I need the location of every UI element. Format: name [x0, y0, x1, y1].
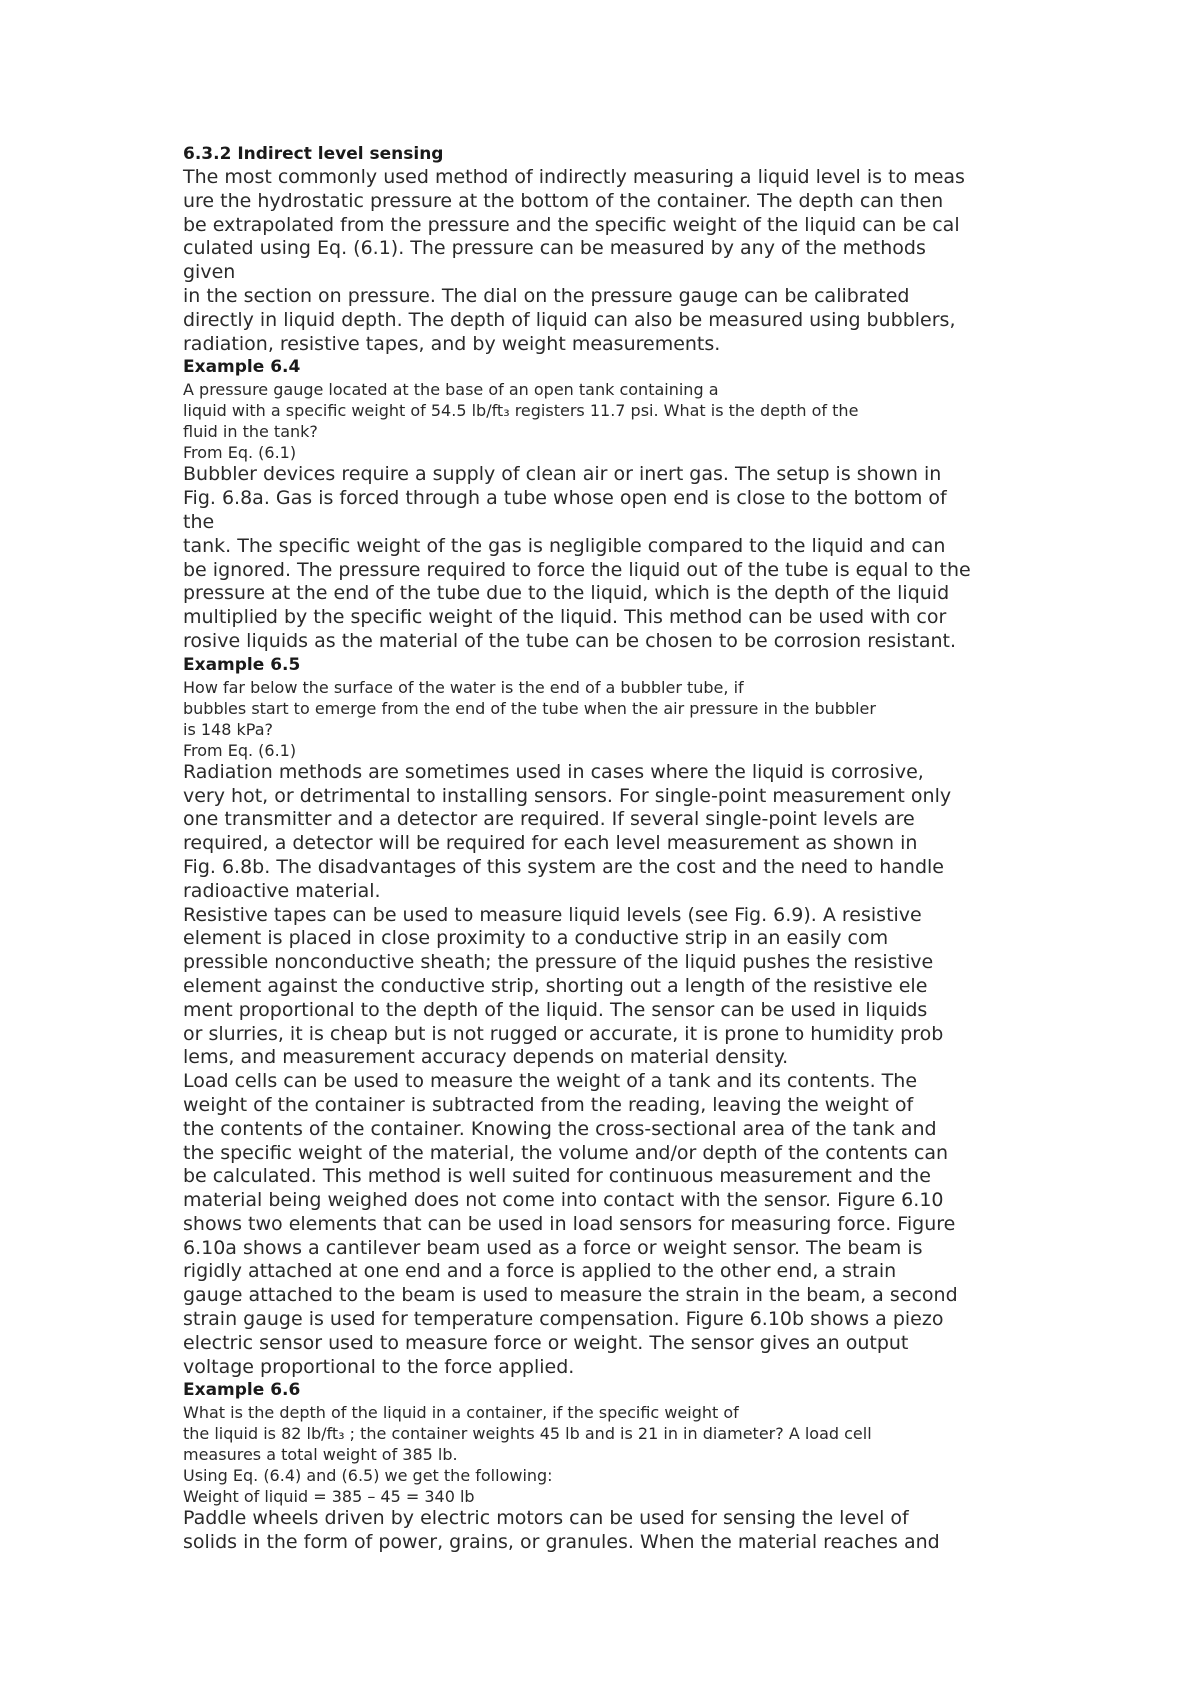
- text-line: 6.3.2 Indirect level sensing: [183, 144, 444, 164]
- text-line: Example 6.5: [183, 654, 301, 675]
- section-heading: [183, 143, 1043, 166]
- text-line: culated using Eq. (6.1). The pressure can be measured by any of the methods: [183, 237, 926, 260]
- text-line: Load cells can be used to measure the weight of a tank and its contents. The: [183, 1070, 918, 1093]
- text-line: pressible nonconductive sheath; the pressure of the liquid pushes the resistive: [183, 951, 934, 974]
- text-line: the liquid is 82 lb/ft₃ ; the container weights 45 lb and is 21 in in diameter? A load cell: [183, 1424, 872, 1444]
- text-line: From Eq. (6.1): [183, 443, 297, 463]
- text-line: be extrapolated from the pressure and the specific weight of the liquid can be cal: [183, 213, 960, 236]
- text-line: A pressure gauge located at the base of an open tank containing a: [183, 380, 719, 400]
- text-line: bubbles start to emerge from the end of the tube when the air pressure in the bubbler: [183, 698, 876, 718]
- text-line: How far below the surface of the water is the end of a bubbler tube, if: [183, 677, 744, 697]
- text-line: ment proportional to the depth of the liquid. The sensor can be used in liquids: [183, 998, 928, 1021]
- text-line: rigidly attached at one end and a force is applied to the other end, a strain: [183, 1260, 897, 1283]
- text-line: element against the conductive strip, shorting out a length of the resistive ele: [183, 974, 928, 997]
- body-paragraph: [183, 761, 1043, 1380]
- text-line: Example 6.4: [183, 357, 301, 378]
- text-line: very hot, or detrimental to installing sensors. For single-point measurement only: [183, 784, 952, 807]
- text-line: directly in liquid depth. The depth of liquid can also be measured using bubblers,: [183, 308, 956, 331]
- text-line: the specific weight of the material, the volume and/or depth of the contents can: [183, 1141, 949, 1164]
- section-heading: [183, 356, 1043, 379]
- section-heading: [183, 654, 1043, 677]
- text-line: 6.10a shows a cantilever beam used as a force or weight sensor. The beam is: [183, 1236, 923, 1259]
- text-line: Fig. 6.8a. Gas is forced through a tube whose open end is close to the bottom of: [183, 487, 947, 510]
- text-line: Weight of liquid = 385 – 45 = 340 lb: [183, 1487, 475, 1507]
- text-line: solids in the form of power, grains, or granules. When the material reaches and: [183, 1531, 940, 1554]
- text-line: one transmitter and a detector are required. If several single-point levels are: [183, 808, 915, 831]
- text-line: What is the depth of the liquid in a container, if the specific weight of: [183, 1403, 739, 1423]
- body-paragraph: [183, 463, 1043, 653]
- text-line: be ignored. The pressure required to force the liquid out of the tube is equal to the: [183, 558, 971, 581]
- text-line: be calculated. This method is well suited for continuous measurement and the: [183, 1165, 931, 1188]
- text-line: fluid in the tank?: [183, 422, 318, 442]
- text-line: in the section on pressure. The dial on the pressure gauge can be calibrated: [183, 284, 910, 307]
- text-line: voltage proportional to the force applied.: [183, 1355, 575, 1378]
- section-heading: [183, 1379, 1043, 1402]
- text-line: the: [183, 510, 215, 533]
- text-line: or slurries, it is cheap but is not rugged or accurate, it is prone to humidity prob: [183, 1022, 944, 1045]
- text-line: measures a total weight of 385 lb.: [183, 1445, 458, 1465]
- text-line: pressure at the end of the tube due to the liquid, which is the depth of the liquid: [183, 582, 950, 605]
- text-line: required, a detector will be required for each level measurement as shown in: [183, 832, 918, 855]
- text-line: rosive liquids as the material of the tube can be chosen to be corrosion resistant.: [183, 629, 956, 652]
- example-text: [183, 379, 1043, 463]
- body-paragraph: [183, 166, 1043, 356]
- text-line: strain gauge is used for temperature compensation. Figure 6.10b shows a piezo: [183, 1308, 944, 1331]
- text-line: Bubbler devices require a supply of clean air or inert gas. The setup is shown in: [183, 463, 942, 486]
- text-line: Resistive tapes can be used to measure liquid levels (see Fig. 6.9). A resistive: [183, 903, 922, 926]
- text-line: Paddle wheels driven by electric motors can be used for sensing the level of: [183, 1507, 909, 1530]
- text-line: From Eq. (6.1): [183, 740, 297, 760]
- text-line: given: [183, 261, 236, 284]
- text-line: radioactive material.: [183, 879, 381, 902]
- text-line: Fig. 6.8b. The disadvantages of this system are the cost and the need to handle: [183, 855, 944, 878]
- text-line: radiation, resistive tapes, and by weight measurements.: [183, 332, 721, 355]
- text-line: tank. The specific weight of the gas is negligible compared to the liquid and can: [183, 534, 946, 557]
- text-line: gauge attached to the beam is used to measure the strain in the beam, a second: [183, 1284, 958, 1307]
- text-line: Radiation methods are sometimes used in cases where the liquid is corrosive,: [183, 760, 924, 783]
- text-line: liquid with a specific weight of 54.5 lb/ft₃ registers 11.7 psi. What is the depth of the: [183, 401, 859, 421]
- text-line: lems, and measurement accuracy depends on material density.: [183, 1046, 789, 1069]
- example-text: [183, 1402, 1043, 1507]
- text-line: Example 6.6: [183, 1380, 301, 1401]
- text-line: the contents of the container. Knowing the cross-sectional area of the tank and: [183, 1117, 937, 1140]
- text-line: ure the hydrostatic pressure at the bottom of the container. The depth can then: [183, 189, 944, 212]
- text-line: Using Eq. (6.4) and (6.5) we get the following:: [183, 1466, 553, 1486]
- text-line: is 148 kPa?: [183, 719, 273, 739]
- document-content: [183, 143, 1043, 1555]
- text-line: The most commonly used method of indirectly measuring a liquid level is to meas: [183, 166, 965, 188]
- example-text: [183, 677, 1043, 761]
- text-line: weight of the container is subtracted from the reading, leaving the weight of: [183, 1093, 914, 1116]
- text-line: electric sensor used to measure force or weight. The sensor gives an output: [183, 1331, 909, 1354]
- text-line: element is placed in close proximity to a conductive strip in an easily com: [183, 927, 889, 950]
- text-line: multiplied by the specific weight of the liquid. This method can be used with cor: [183, 606, 947, 629]
- body-paragraph: [183, 1507, 1043, 1555]
- text-line: material being weighed does not come into contact with the sensor. Figure 6.10: [183, 1189, 944, 1212]
- text-line: shows two elements that can be used in load sensors for measuring force. Figure: [183, 1212, 956, 1235]
